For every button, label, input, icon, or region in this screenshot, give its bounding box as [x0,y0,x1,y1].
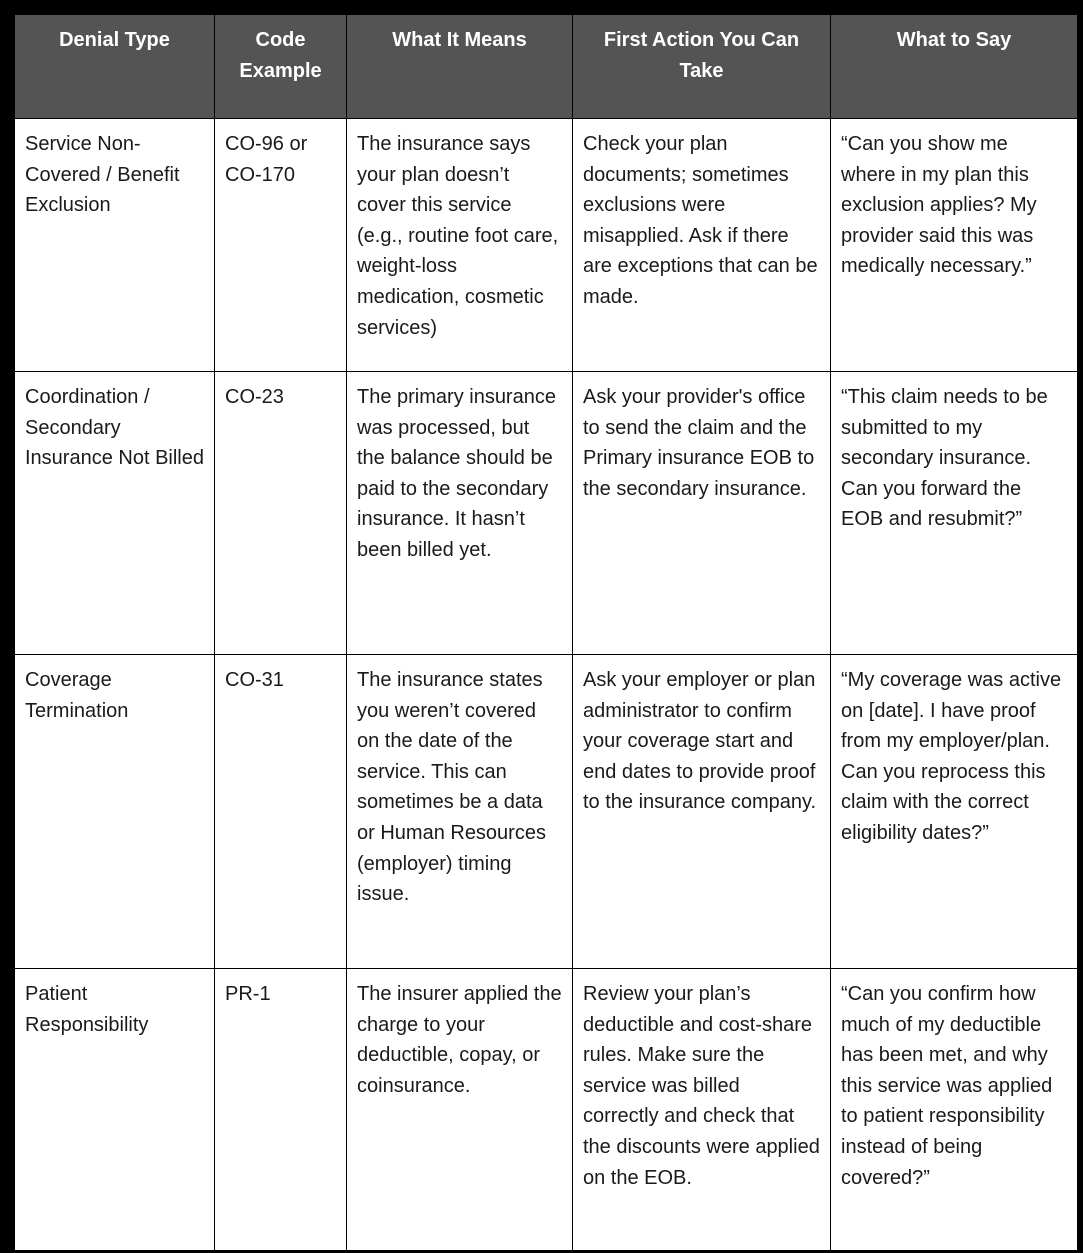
cell-what-to-say: “My coverage was active on [date]. I have proof from my employer/plan. Can you reprocess this claim with the correct eligibility dates?” [831,655,1078,969]
denial-reference-table [14,14,1078,1251]
cell-denial-type: Coverage Termination [15,655,215,969]
cell-first-action: Review your plan’s deductible and cost-share rules. Make sure the service was billed correctly and check that the discounts were applied on the EOB. [573,969,831,1251]
header-code-example: Code Example [215,15,347,119]
cell-first-action: Check your plan documents; sometimes exclusions were misapplied. Ask if there are exceptions that can be made. [573,119,831,372]
cell-code-example: CO-23 [215,372,347,655]
cell-denial-type: Service Non-Covered / Benefit Exclusion [15,119,215,372]
table-row [15,969,1078,1251]
cell-code-example: CO-96 or CO-170 [215,119,347,372]
table-row [15,372,1078,655]
table-row [15,655,1078,969]
cell-denial-type: Coordination / Secondary Insurance Not Billed [15,372,215,655]
header-row [15,15,1078,119]
cell-meaning: The primary insurance was processed, but the balance should be paid to the secondary insurance. It hasn’t been billed yet. [347,372,573,655]
cell-what-to-say: “Can you confirm how much of my deductible has been met, and why this service was applied to patient responsibility instead of being covered?” [831,969,1078,1251]
cell-first-action: Ask your provider's office to send the claim and the Primary insurance EOB to the secondary insurance. [573,372,831,655]
cell-meaning: The insurance says your plan doesn’t cover this service (e.g., routine foot care, weight-loss medication, cosmetic services) [347,119,573,372]
cell-meaning: The insurance states you weren’t covered on the date of the service. This can sometimes be a data or Human Resources (employer) timing issue. [347,655,573,969]
header-first-action: First Action You Can Take [573,15,831,119]
header-denial-type: Denial Type [15,15,215,119]
cell-code-example: PR-1 [215,969,347,1251]
cell-code-example: CO-31 [215,655,347,969]
cell-what-to-say: “Can you show me where in my plan this exclusion applies? My provider said this was medically necessary.” [831,119,1078,372]
cell-first-action: Ask your employer or plan administrator to confirm your coverage start and end dates to provide proof to the insurance company. [573,655,831,969]
table-row [15,119,1078,372]
cell-what-to-say: “This claim needs to be submitted to my secondary insurance. Can you forward the EOB and resubmit?” [831,372,1078,655]
header-what-it-means: What It Means [347,15,573,119]
cell-meaning: The insurer applied the charge to your deductible, copay, or coinsurance. [347,969,573,1251]
header-what-to-say: What to Say [831,15,1078,119]
cell-denial-type: Patient Responsibility [15,969,215,1251]
